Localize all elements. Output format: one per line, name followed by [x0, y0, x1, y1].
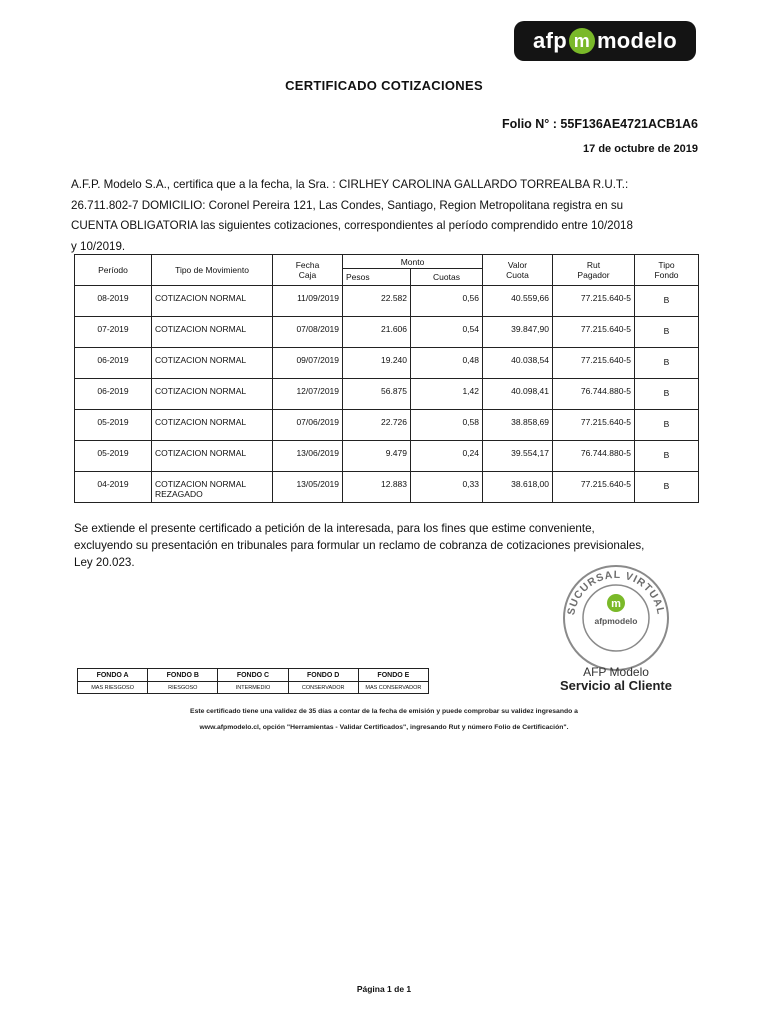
cell-fondo: B: [635, 348, 699, 379]
validity-line: Este certificado tiene una validez de 35 días a contar de la fecha de emisión y puede comprobar su validez ingresando a: [190, 708, 578, 715]
cell-tipo-line1: COTIZACION NORMAL: [155, 355, 247, 365]
cell-rut: 77.215.640-5: [553, 286, 635, 317]
header-rut-line1: Rut: [586, 260, 601, 270]
fund-risk: RIESGOSO: [148, 682, 218, 694]
cell-fecha: 12/07/2019: [273, 379, 343, 410]
cell-periodo: 05-2019: [75, 441, 152, 472]
fund-risk: MAS CONSERVADOR: [358, 682, 428, 694]
cell-pesos: 22.726: [343, 410, 411, 441]
svg-text:m: m: [611, 598, 621, 610]
cell-pesos: 12.883: [343, 472, 411, 503]
header-fecha-line2: Caja: [298, 270, 317, 280]
table-row: [75, 472, 699, 503]
cell-cuotas: 0,58: [411, 410, 483, 441]
contributions-table: [74, 254, 699, 503]
logo-mark-icon: m: [569, 28, 595, 54]
fund-risk: MAS RIESGOSO: [78, 682, 148, 694]
cell-pesos: 22.582: [343, 286, 411, 317]
cell-tipo-line1: COTIZACION NORMAL: [155, 324, 247, 334]
header-monto: Monto: [343, 255, 483, 269]
cell-cuotas: 1,42: [411, 379, 483, 410]
intro-line: 26.711.802-7 DOMICILIO: Coronel Pereira 121, Las Condes, Santiago, Region Metropolitana registra en su: [71, 198, 624, 212]
cell-pesos: 21.606: [343, 317, 411, 348]
fund-name: FONDO A: [78, 669, 148, 682]
cell-tipo: [152, 317, 273, 348]
cell-rut: 77.215.640-5: [553, 348, 635, 379]
table-row: [75, 348, 699, 379]
sucursal-virtual-stamp-icon: [553, 560, 679, 672]
cell-cuotas: 0,56: [411, 286, 483, 317]
cell-valor-cuota: 38.618,00: [483, 472, 553, 503]
cell-tipo-line1: COTIZACION NORMAL: [155, 386, 247, 396]
stamp-brand-text: afpmodelo: [594, 616, 638, 626]
cell-fecha: 09/07/2019: [273, 348, 343, 379]
closing-line: excluyendo su presentación en tribunales para formular un reclamo de cobranza de cotizaciones previsionales,: [74, 539, 645, 552]
cell-tipo: [152, 348, 273, 379]
cell-pesos: 19.240: [343, 348, 411, 379]
cell-tipo-line1: COTIZACION NORMAL: [155, 293, 247, 303]
cell-pesos: 56.875: [343, 379, 411, 410]
cell-fecha: 13/05/2019: [273, 472, 343, 503]
logo-text-pre: afp: [533, 28, 567, 53]
cell-cuotas: 0,48: [411, 348, 483, 379]
cell-rut: 77.215.640-5: [553, 317, 635, 348]
intro-line: y 10/2019.: [71, 239, 126, 253]
cell-periodo: 06-2019: [75, 379, 152, 410]
table-row: [75, 379, 699, 410]
cell-periodo: 07-2019: [75, 317, 152, 348]
cell-fondo: B: [635, 317, 699, 348]
cell-periodo: 04-2019: [75, 472, 152, 503]
fund-risk: CONSERVADOR: [288, 682, 358, 694]
cell-periodo: 06-2019: [75, 348, 152, 379]
fund-name: FONDO D: [288, 669, 358, 682]
header-periodo: Período: [75, 255, 152, 286]
cell-tipo-line1: COTIZACION NORMAL: [155, 417, 247, 427]
header-pesos: Pesos: [343, 269, 411, 286]
cell-pesos: 9.479: [343, 441, 411, 472]
cell-tipo: [152, 286, 273, 317]
cell-periodo: 08-2019: [75, 286, 152, 317]
service-title: Servicio al Cliente: [560, 678, 672, 693]
intro-line: CUENTA OBLIGATORIA las siguientes cotizaciones, correspondientes al período comprendido entre 10/2018: [71, 219, 633, 232]
cell-tipo-line1: COTIZACION NORMAL: [155, 448, 247, 458]
validity-line: www.afpmodelo.cl, opción "Herramientas - Validar Certificados", ingresando Rut y número Folio de Certificación".: [199, 724, 569, 731]
intro-paragraph: [71, 175, 693, 257]
header-fondo-line1: Tipo: [658, 260, 675, 270]
header-fecha-line1: Fecha: [295, 260, 320, 270]
folio-number: Folio N° : 55F136AE4721ACB1A6: [501, 117, 698, 131]
fund-risk: INTERMEDIO: [218, 682, 288, 694]
validity-note: [0, 704, 768, 736]
cell-fecha: 11/09/2019: [273, 286, 343, 317]
cell-tipo: [152, 379, 273, 410]
cell-cuotas: 0,33: [411, 472, 483, 503]
cell-fondo: B: [635, 379, 699, 410]
header-valor-line2: Cuota: [506, 270, 529, 280]
afp-modelo-logo: [514, 21, 696, 61]
logo-text-post: modelo: [596, 28, 677, 53]
fund-name: FONDO B: [148, 669, 218, 682]
header-tipo-movimiento: Tipo de Movimiento: [152, 255, 273, 286]
cell-fondo: B: [635, 472, 699, 503]
header-valor-line1: Valor: [507, 260, 528, 270]
intro-line: A.F.P. Modelo S.A., certifica que a la fecha, la Sra. : CIRLHEY CAROLINA GALLARDO TORREALBA R.U.T.:: [71, 178, 629, 191]
cell-cuotas: 0,24: [411, 441, 483, 472]
fund-legend-table: [77, 668, 429, 694]
fund-name: FONDO C: [218, 669, 288, 682]
cell-fondo: B: [635, 410, 699, 441]
header-fondo-line2: Fondo: [654, 270, 679, 280]
table-row: [75, 410, 699, 441]
cell-valor-cuota: 40.038,54: [483, 348, 553, 379]
cell-fecha: 07/08/2019: [273, 317, 343, 348]
cell-fondo: B: [635, 441, 699, 472]
cell-fondo: B: [635, 286, 699, 317]
header-tipo-fondo: [635, 255, 699, 286]
stamp-ring-text: SUCURSAL VIRTUAL: [565, 568, 667, 617]
cell-valor-cuota: 39.847,90: [483, 317, 553, 348]
page-title: CERTIFICADO COTIZACIONES: [285, 78, 483, 93]
cell-valor-cuota: 38.858,69: [483, 410, 553, 441]
cell-fecha: 13/06/2019: [273, 441, 343, 472]
cell-rut: 77.215.640-5: [553, 472, 635, 503]
cell-tipo-line2: REZAGADO: [155, 489, 203, 499]
table-row: [75, 317, 699, 348]
header-valor-cuota: [483, 255, 553, 286]
cell-valor-cuota: 40.559,66: [483, 286, 553, 317]
cell-fecha: 07/06/2019: [273, 410, 343, 441]
cell-rut: 76.744.880-5: [553, 441, 635, 472]
page-number: Página 1 de 1: [356, 984, 412, 994]
header-rut-line2: Pagador: [577, 270, 610, 280]
cell-cuotas: 0,54: [411, 317, 483, 348]
cell-tipo-line1: COTIZACION NORMAL: [155, 479, 247, 489]
table-row: [75, 441, 699, 472]
cell-valor-cuota: 39.554,17: [483, 441, 553, 472]
cell-rut: 77.215.640-5: [553, 410, 635, 441]
service-company: AFP Modelo: [583, 665, 649, 679]
closing-line: Se extiende el presente certificado a petición de la interesada, para los fines que estime conveniente,: [74, 522, 595, 535]
issue-date: 17 de octubre de 2019: [583, 143, 698, 155]
fund-name: FONDO E: [358, 669, 428, 682]
header-fecha-caja: [273, 255, 343, 286]
closing-line: Ley 20.023.: [74, 556, 135, 569]
cell-periodo: 05-2019: [75, 410, 152, 441]
cell-tipo: [152, 441, 273, 472]
cell-rut: 76.744.880-5: [553, 379, 635, 410]
cell-tipo: [152, 410, 273, 441]
cell-valor-cuota: 40.098,41: [483, 379, 553, 410]
cell-tipo: [152, 472, 273, 503]
header-cuotas: Cuotas: [411, 269, 483, 286]
header-rut-pagador: [553, 255, 635, 286]
table-row: [75, 286, 699, 317]
